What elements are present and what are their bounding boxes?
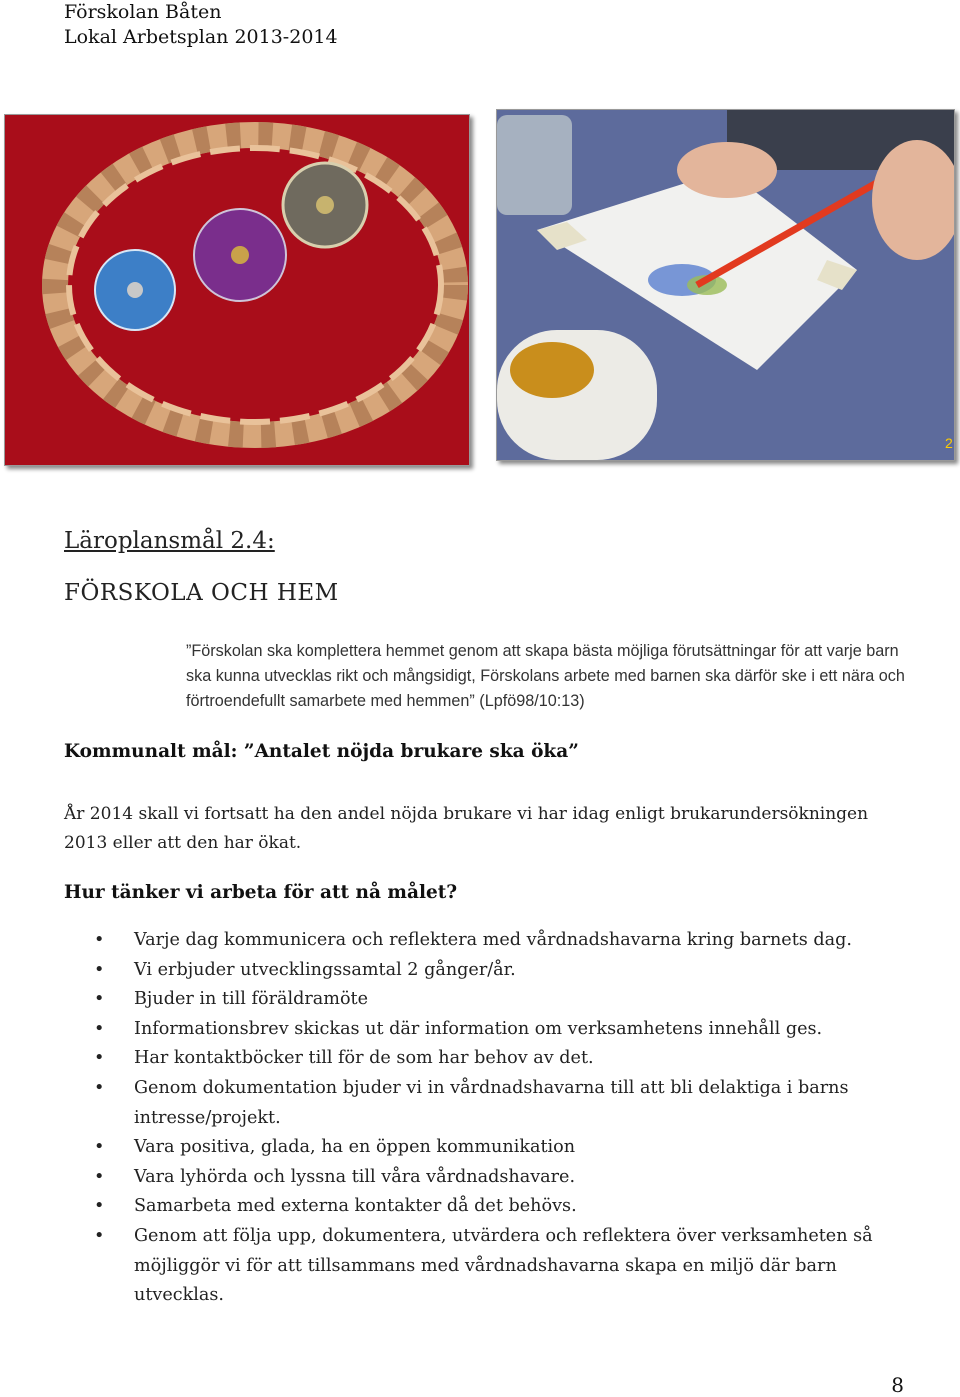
page-number: 8 (891, 1373, 904, 1397)
photo-blocks-circle-cds-icon (4, 114, 470, 466)
list-item (64, 1163, 924, 1193)
bullet-icon: • (94, 930, 105, 950)
bullet-icon: • (94, 1225, 105, 1246)
section-title: FÖRSKOLA OCH HEM (64, 580, 339, 606)
list-item (64, 1074, 924, 1133)
year-goal-text: År 2014 skall vi fortsatt ha den andel nöjda brukare vi har idag enligt brukarundersökningen 2013 eller att den har ökat. (64, 804, 869, 853)
photo-watercolor-painting-icon (496, 109, 955, 461)
curriculum-quote: ”Förskolan ska komplettera hemmet genom att skapa bästa möjliga förutsättningar för att varje barn ska kunna utvecklas rikt och mångsidigt, Förskolans arbete med barnen ska därför ske i ett nära och förtroendefullt samarbete med hemmen” (Lpfö98/10:13) (186, 642, 905, 710)
list-item-text: Samarbeta med externa kontakter då det behövs. (134, 1196, 577, 1217)
list-item (64, 1222, 924, 1311)
bullet-icon: • (94, 1018, 105, 1039)
list-item-text: Vi erbjuder utvecklingssamtal 2 gånger/år. (134, 959, 516, 980)
bullet-icon: • (94, 1048, 105, 1069)
list-item-text: Bjuder in till föräldramöte (134, 989, 369, 1010)
list-item (64, 1133, 924, 1163)
photo-corner-label: 2 (945, 435, 953, 451)
bullet-icon: • (94, 1137, 105, 1158)
list-item (64, 1192, 924, 1222)
bullet-icon: • (94, 989, 105, 1010)
list-item-text: Vara lyhörda och lyssna till våra vårdnadshavare. (134, 1166, 576, 1187)
header-plan-title: Lokal Arbetsplan 2013-2014 (64, 26, 338, 48)
header-school-name: Förskolan Båten (64, 1, 222, 23)
list-item (64, 926, 924, 956)
list-item (64, 1015, 924, 1045)
list-item (64, 1044, 924, 1074)
list-item (64, 985, 924, 1015)
list-item-text: Vara positiva, glada, ha en öppen kommunikation (134, 1137, 576, 1158)
list-item-text: Varje dag kommunicera och reflektera med vårdnadshavarna kring barnets dag. (134, 930, 853, 950)
list-item (64, 956, 924, 986)
bullet-icon: • (94, 959, 105, 980)
list-item-text: Informationsbrev skickas ut där information om verksamhetens innehåll ges. (134, 1018, 823, 1039)
list-item-text: Genom att följa upp, dokumentera, utvärdera och reflektera över verksamheten så möjliggör vi för att tillsammans med vårdnadshavarna skapa en miljö där barn utvecklas. (134, 1225, 873, 1306)
bullet-icon: • (94, 1166, 105, 1187)
municipal-goal-heading: Kommunalt mål: ”Antalet nöjda brukare ska öka” (64, 741, 579, 762)
list-item-text: Genom dokumentation bjuder vi in vårdnadshavarna till att bli delaktiga i barns intresse/projekt. (134, 1077, 849, 1128)
how-heading: Hur tänker vi arbeta för att nå målet? (64, 882, 458, 903)
bullet-icon: • (94, 1196, 105, 1217)
curriculum-goal-heading: Läroplansmål 2.4: (64, 528, 275, 554)
bullet-icon: • (94, 1077, 105, 1098)
action-bullet-list (64, 926, 924, 1311)
list-item-text: Har kontaktböcker till för de som har behov av det. (134, 1048, 594, 1069)
